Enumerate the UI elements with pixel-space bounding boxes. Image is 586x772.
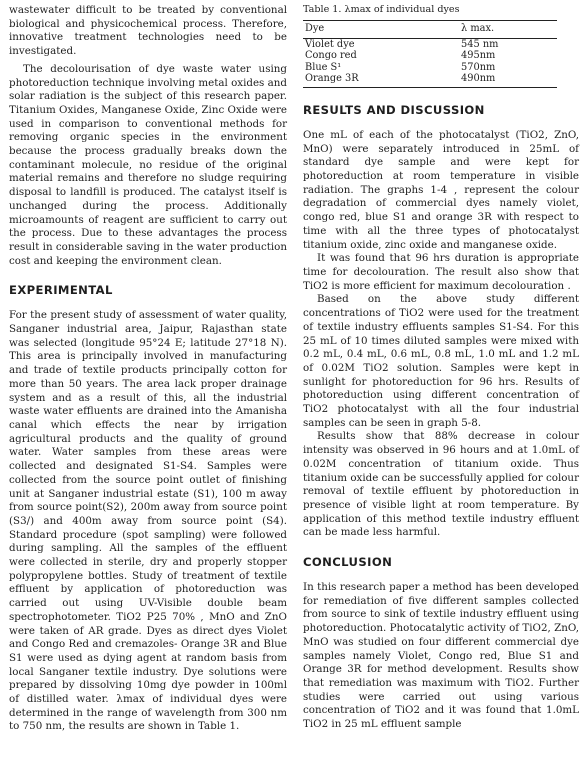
right-column: [303, 4, 579, 732]
table-row: [303, 50, 557, 62]
experimental-heading: EXPERIMENTAL: [9, 283, 113, 298]
table-cell-lambda: 495nm: [461, 50, 496, 62]
left-column: [9, 4, 287, 734]
table-cell-dye: Blue S¹: [305, 61, 342, 73]
results-heading: RESULTS AND DISCUSSION: [303, 102, 485, 117]
conclusion-paragraph: In this research paper a method has been developed for remediation of five different samples collected from source to sink of textile industry effluent using photoreduction. Photocatalytic activity of TiO2, ZnO, MnO was studied on four different commercial dye samples namely Violet, Congo red, Blue S1 and Orange 3R for method development. Results show that remediation was maximum with TiO2. Further studies were carried out using various concentration of TiO2 and it was found that 1.0mL TiO2 in 25 mL effluent sample: [303, 581, 579, 731]
results-paragraph-3: Based on the above study different concentrations of TiO2 were used for the treatment of textile industry effluents samples S1-S4. For this 25 mL of 10 times diluted samples were mixed with 0.2 mL, 0.4 mL, 0.6 mL, 0.8 mL, 1.0 mL and 1.2 mL of 0.02M TiO2 solution. Samples were kept in sunlight for photoreduction for 96 hrs. Results of photoreduction using different concentration of TiO2 photocatalyst with all the four industrial samples can be seen in graph 5-8.: [303, 293, 579, 429]
results-paragraph-1: One mL of each of the photocatalyst (TiO2, ZnO, MnO) were separately introduced in 25mL of standard dye sample and were kept for photoreduction at room temperature in visible radiation. The graphs 1-4 , represent the colour degradation of commercial dyes namely violet, congo red, blue S1 and orange 3R with respect to time with all the three types of photocatalyst titanium oxide, zinc oxide and manganese oxide.: [303, 128, 579, 251]
table-header-dye: Dye: [303, 21, 459, 39]
table-cell-dye: Congo red: [305, 50, 357, 62]
dye-lambda-table: [303, 20, 557, 88]
intro-paragraph-1: wastewater difficult to be treated by conventional biological and physicochemical process. Therefore, innovative treatment technologies need to be investigated.: [9, 4, 287, 58]
results-paragraph-4: Results show that 88% decrease in colour intensity was observed in 96 hours and at 1.0mL of 0.02M concentration of titanium oxide. Thus titanium oxide can be successfully applied for colour removal of textile effluent by photoreduction in presence of visible light at room temperature. By application of this method textile industry effluent can be made less harmful.: [303, 430, 579, 539]
intro-paragraph-2: The decolourisation of dye waste water using photoreduction technique involving metal oxides and solar radiation is the subject of this research paper. Titanium Oxides, Manganese Oxide, Zinc Oxide were used in comparison to conventional methods for removing organic species in the environment because the process gradually breaks down the contaminant molecule, no residue of the original material remains and therefore no sludge requiring disposal to landfill is produced. The catalyst itself is unchanged during the process. Additionally microamounts of reagent are sufficient to carry out the process. Due to these advantages the process result in considerable saving in the water production cost and keeping the environment clean.: [9, 62, 287, 267]
table-cell-dye: Orange 3R: [303, 73, 459, 87]
table-1-caption: Table 1. λmax of individual dyes: [303, 4, 460, 15]
table-row: [303, 38, 557, 50]
experimental-paragraph: For the present study of assessment of water quality, Sanganer industrial area, Jaipur, Rajasthan state was selected (longitude 95°24 E; latitude 27°18 N). This area is principally involved in manufacturing and trade of textile products principally cotton for more than 50 years. The area lack proper drainage system and as a result of this, all the industrial waste water effluents are drained into the Amanisha canal which effects the near by irrigation agricultural products and the quality of ground water. Water samples from these areas were collected and designated S1-S4. Samples were collected from the source point outlet of finishing unit at Sanganer industrial estate (S1), 100 m away from source point(S2), 200m away from source point (S3/) and 400m away from source point (S4). Standard procedure (spot sampling) were followed during sampling. All the samples of the effluent were collected in sterile, dry and properly stopper polypropylene bottles. Study of treatment of textile effluent by application of photoreduction was carried out using UV-Visible double beam spectrophotometer. TiO2 P25 70% , MnO and ZnO were taken of AR grade. Dyes as direct dyes Violet and Congo Red and cremazoles- Orange 3R and Blue S1 were used as dying agent at random basis from local Sanganer textile industry. Dye solutions were prepared by dissolving 10mg dye powder in 100ml of distilled water. λmax of individual dyes were determined in the range of wavelength from 300 nm to 750 nm, the results are shown in Table 1.: [9, 309, 287, 733]
table-header-row: [303, 21, 557, 39]
table-cell-lambda: 570nm: [461, 61, 496, 73]
table-header-lambda: λ max.: [459, 21, 557, 39]
table-row: [303, 73, 557, 87]
conclusion-heading: CONCLUSION: [303, 555, 393, 570]
results-paragraph-2: It was found that 96 hrs duration is appropriate time for decolouration. The result also show that TiO2 is more efficient for maximum decolouration .: [303, 252, 579, 292]
table-row: [303, 62, 557, 74]
table-cell-dye: Violet dye: [305, 38, 355, 50]
table-cell-lambda: 545 nm: [461, 38, 499, 50]
table-cell-lambda: 490nm: [459, 73, 557, 87]
